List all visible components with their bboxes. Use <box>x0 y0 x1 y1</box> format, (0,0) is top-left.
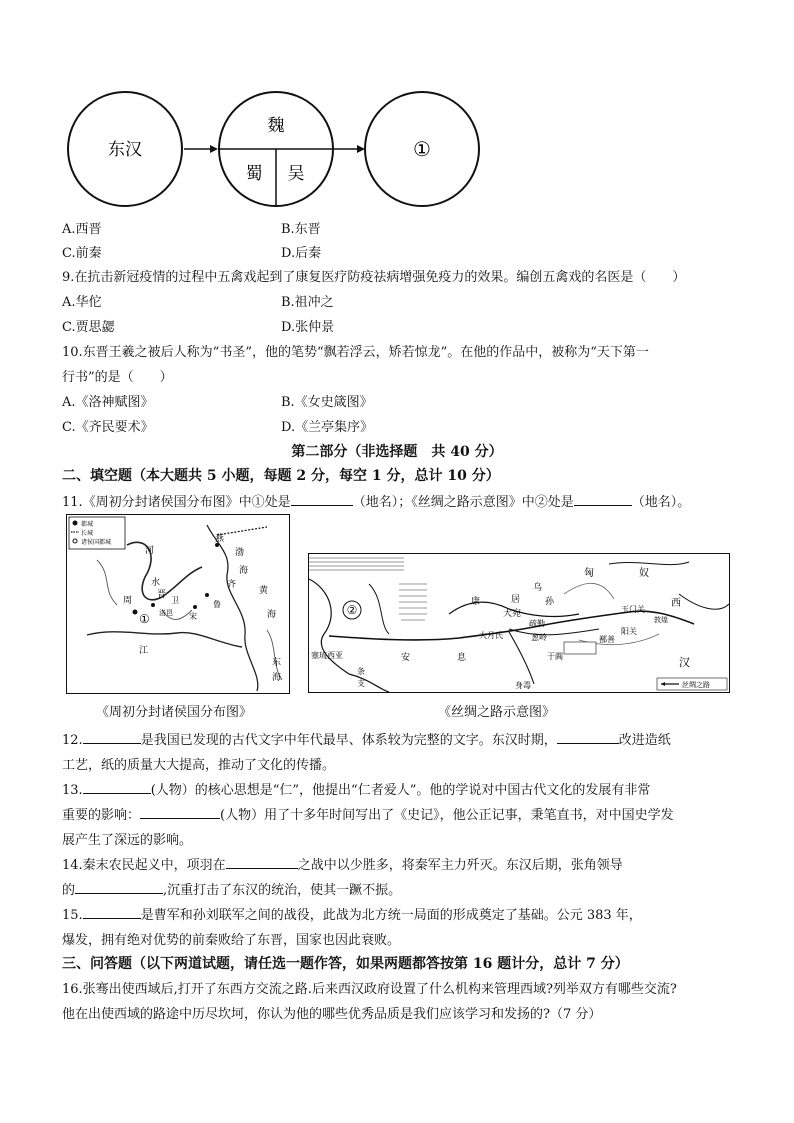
map2-east-terrain <box>609 562 729 609</box>
q15-text-b: 是曹军和孙刘联军之间的战役，此战为北方统一局面的形成奠定了基础。公元 383 年， <box>140 908 642 923</box>
q14-text-line2b: ,沉重打击了东汉的统治，使其一蹶不振。 <box>163 883 402 898</box>
q14-text-b: 之战中以少胜多，将秦军主力歼灭。东汉后期，张角领导 <box>297 858 623 873</box>
q13-line3: 展产生了深远的影响。 <box>62 833 193 848</box>
map2-label-zhi: 支 <box>357 679 365 688</box>
map1-label-huang: 黄 <box>259 586 269 596</box>
q13-text-line2b: (人物）用了十多年时间写出了《史记》，他公正记事，秉笔直书，对中国史学发 <box>220 808 674 823</box>
map2-label-xi: 息 <box>457 653 467 663</box>
map2-label-shule: 疏勒 <box>529 619 545 628</box>
q14-line1 <box>62 854 623 873</box>
map2-label-wu: 乌 <box>533 583 543 593</box>
q11-line <box>62 491 690 510</box>
q15-line1 <box>62 904 642 923</box>
arrow-2-head <box>357 145 365 153</box>
q12-line2: 工艺，纸的质量大大提高，推动了文化的传播。 <box>62 758 336 773</box>
map1-label-qi: 齐 <box>227 580 237 590</box>
silk-road-branch <box>509 629 599 635</box>
q8-option-a: A.西晋 <box>62 222 102 237</box>
map1-label-yan: 燕 <box>215 534 225 544</box>
q14-blank-1[interactable] <box>226 856 298 869</box>
map2-label-shendu: 身毒 <box>515 681 531 690</box>
section3-title: 三、问答题（以下两道试题，请任选一题作答，如果两题都答按第 16 题计分，总计 7 分） <box>62 956 629 972</box>
map1-caption: 《周初分封诸侯国分布图》 <box>96 705 253 720</box>
q10-option-b: B.《女史箴图》 <box>281 395 373 410</box>
yangtze-line <box>87 632 242 647</box>
middle-top-label: 魏 <box>267 116 285 136</box>
map2-label-ju: 居 <box>511 595 521 605</box>
q11-blank-2[interactable] <box>574 493 632 506</box>
map1-label-lu: 鲁 <box>213 600 221 609</box>
map2-top-band <box>309 554 409 576</box>
q13-line1 <box>62 779 650 798</box>
q9-option-b: B.祖冲之 <box>281 295 334 310</box>
q13-text-a: 13. <box>62 783 83 798</box>
map2-label-dayuezhi: 大月氏 <box>479 631 503 640</box>
song-dot <box>193 605 197 609</box>
map2-label-an: 安 <box>401 653 411 663</box>
map1-label-luoyi: 洛邑 <box>159 609 173 617</box>
q12-text-b: 是我国已发现的古代文字中年代最早、体系较为完整的文字。东汉时期， <box>140 733 557 748</box>
map1-legend-capital-icon <box>73 521 78 526</box>
map1-label-hai1: 海 <box>239 566 249 576</box>
map1-label-wei: 卫 <box>171 596 179 605</box>
arrow-1-head <box>210 145 218 153</box>
map2-label-yangguan: 阳关 <box>621 627 637 636</box>
q15-text-a: 15. <box>62 908 83 923</box>
map1-marker-1: ① <box>139 612 150 626</box>
map2-label-kang: 康 <box>471 597 481 607</box>
map1-legend-2: 长城 <box>81 530 94 537</box>
dynasty-flow-diagram <box>62 88 482 210</box>
map1-label-he: 河 <box>145 546 155 556</box>
section2-title: 二、填空题（本大题共 5 小题，每题 2 分，每空 1 分，总计 10 分） <box>62 468 500 484</box>
map1-label-song: 宋 <box>189 612 197 621</box>
q14-text-a: 14.秦末农民起义中，项羽在 <box>62 858 226 873</box>
map2-label-dawan: 大宛 <box>503 609 522 619</box>
silk-road-map-svg <box>309 554 729 692</box>
jin-dot <box>151 603 155 607</box>
q12-blank-2[interactable] <box>557 731 619 744</box>
map2-label-han: 汉 <box>679 656 690 669</box>
map1-label-hai2: 海 <box>267 610 277 620</box>
q8-option-d: D.后秦 <box>281 246 322 261</box>
map2-label-congling: 葱岭 <box>531 633 547 642</box>
q12-blank-1[interactable] <box>83 731 141 744</box>
q14-blank-2[interactable] <box>75 881 163 894</box>
q13-blank-1[interactable] <box>83 781 151 794</box>
map2-label-dunhuang: 敦煌 <box>654 616 668 624</box>
q12-text-a: 12. <box>62 733 83 748</box>
silk-road-map <box>308 553 730 693</box>
q11-text-c: （地名）。 <box>631 495 691 510</box>
q9-option-c: C.贾思勰 <box>62 320 115 335</box>
part2-title: 第二部分（非选择题 共 40 分） <box>291 444 503 460</box>
map2-label-yutian: 于阗 <box>547 652 563 661</box>
q8-option-c: C.前秦 <box>62 246 102 261</box>
q14-text-line2a: 的 <box>62 883 76 898</box>
zhou-feudal-map <box>66 514 290 694</box>
q10-stem-line2: 行书”的是（ ） <box>62 370 173 385</box>
map1-label-zhou: 周 <box>123 596 133 606</box>
q13-text-b: (人物）的核心思想是“仁”，他提出“仁者爱人”。他的学说对中国古代文化的发展有非常 <box>150 783 651 798</box>
map2-legend-label: 丝绸之路 <box>682 681 710 689</box>
right-circle-label: ① <box>413 137 431 161</box>
q13-blank-2[interactable] <box>140 806 220 819</box>
map1-label-jin: 晋 <box>157 590 167 600</box>
map2-label-shanshan: 鄯善 <box>599 635 615 644</box>
q10-option-a: A.《洛神赋图》 <box>62 395 154 410</box>
map2-label-yumenguan: 玉门关 <box>621 605 645 614</box>
middle-left-label: 蜀 <box>245 164 263 184</box>
map2-label-sun: 孙 <box>545 597 555 607</box>
left-circle-label: 东汉 <box>108 140 142 160</box>
map1-label-bo: 渤 <box>235 548 245 558</box>
map1-legend-3: 诸侯国都城 <box>81 539 112 546</box>
desert-box <box>564 642 596 654</box>
q16-line2: 他在出使西域的路途中历尽坎坷，你认为他的哪些优秀品质是我们应该学习和发扬的?（7 分） <box>62 1007 602 1022</box>
q13-line2 <box>62 804 674 823</box>
q9-option-a: A.华佗 <box>62 295 102 310</box>
q11-text-a: 11.《周初分封诸侯国分布图》中①处是 <box>62 495 291 510</box>
map2-caption: 《丝绸之路示意图》 <box>438 705 556 720</box>
middle-right-label: 吴 <box>287 164 305 184</box>
map2-label-seleucia: 塞琉西亚 <box>311 651 343 660</box>
q13-text-line2a: 重要的影响： <box>62 808 141 823</box>
zhou-map-svg <box>67 515 289 693</box>
map1-label-shui: 水 <box>151 578 161 588</box>
q11-blank-1[interactable] <box>291 493 353 506</box>
qi-dot <box>205 593 209 597</box>
q8-option-b: B.东晋 <box>281 222 321 237</box>
q14-line2 <box>62 879 401 898</box>
q11-text-b: （地名）；《丝绸之路示意图》中②处是 <box>352 495 574 510</box>
q12-text-c: 改进造纸 <box>618 733 671 748</box>
map1-label-jiang: 江 <box>139 646 149 656</box>
q10-option-d: D.《兰亭集序》 <box>281 420 374 435</box>
map1-label-hai3: 海 <box>272 673 282 683</box>
map1-label-dong: 东 <box>272 658 282 668</box>
q9-stem: 9.在抗击新冠疫情的过程中五禽戏起到了康复医疗防疫祛病增强免疫力的效果。编创五禽戏的名医是（ ） <box>62 270 686 285</box>
q10-option-c: C.《齐民要术》 <box>62 420 154 435</box>
map2-label-nu: 奴 <box>639 568 649 579</box>
map2-river-1 <box>369 584 389 634</box>
map2-label-xiong: 匈 <box>584 568 594 579</box>
flow-diagram-svg <box>62 88 482 210</box>
zhou-capital-dot <box>133 610 138 615</box>
q15-line2: 爆发，拥有绝对优势的前秦败给了东晋，国家也因此衰败。 <box>62 933 401 948</box>
q12-line1 <box>62 729 671 748</box>
map1-great-wall <box>217 527 267 535</box>
map2-label-tiao: 条 <box>357 667 365 676</box>
q16-line1: 16.张骞出使西域后,打开了东西方交流之路.后来西汉政府设置了什么机构来管理西域?列举双方有哪些交流? <box>62 982 677 997</box>
map2-marker-2: ② <box>346 603 358 617</box>
q10-stem-line1: 10.东晋王羲之被后人称为“书圣”，他的笔势“飘若浮云，矫若惊龙”。在他的作品中，被称为“天下第一 <box>62 345 649 360</box>
map2-label-xi-west: 西 <box>671 598 681 609</box>
map1-legend-1: 都城 <box>81 521 94 528</box>
q15-blank-1[interactable] <box>83 906 141 919</box>
q9-option-d: D.张仲景 <box>281 320 335 335</box>
